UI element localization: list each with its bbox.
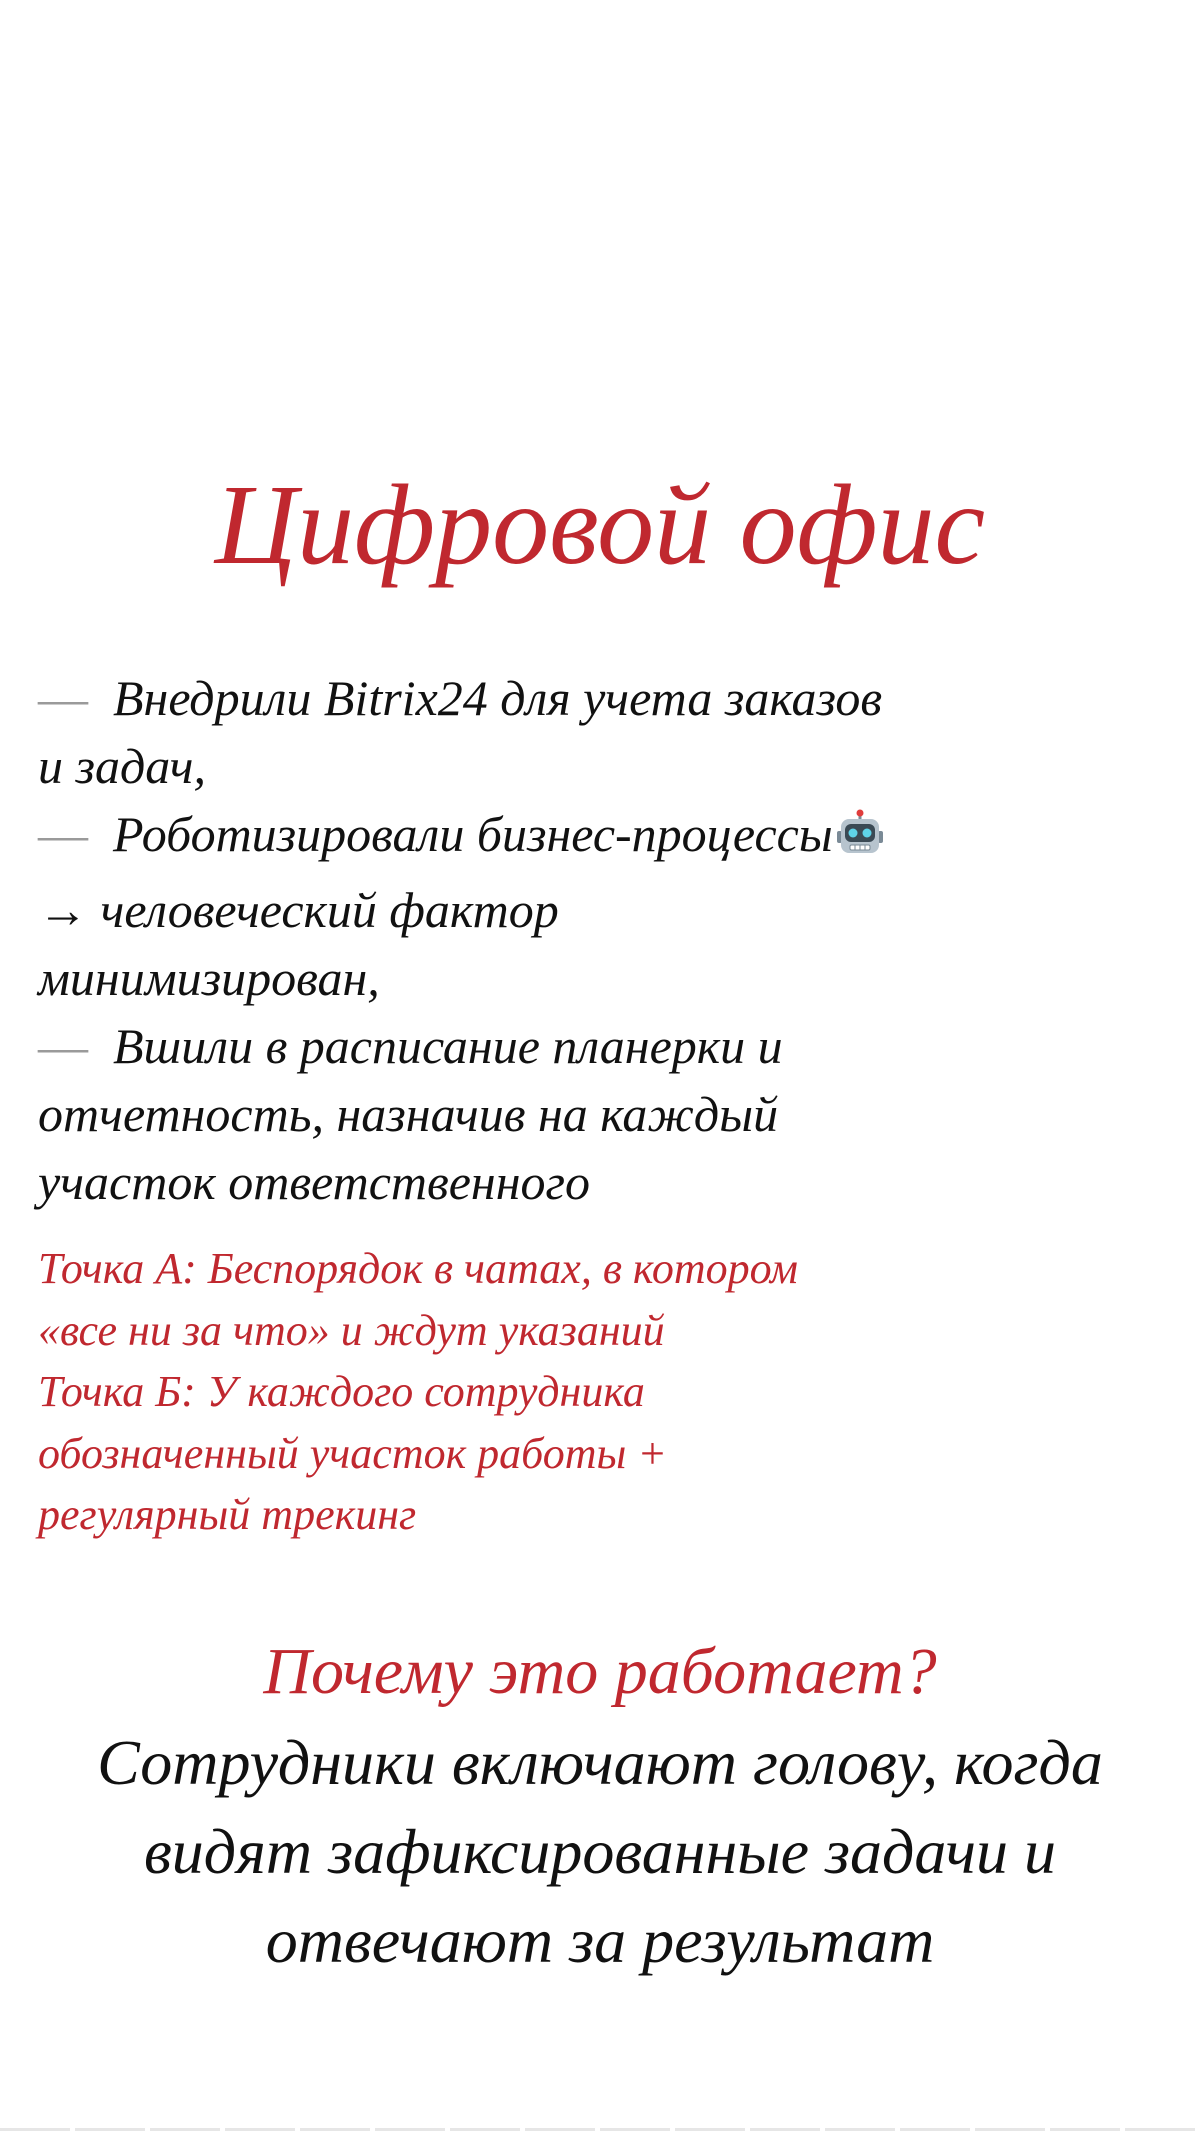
- bullet-line-2: и задач,: [38, 738, 206, 794]
- bullet-dash: —: [38, 670, 88, 726]
- bullet-line-6: [38, 1012, 1038, 1080]
- bottom-divider: [0, 2126, 1200, 2133]
- bullet-line-8: участок ответственного: [38, 1154, 591, 1210]
- bullet-text: Вшили в расписание планерки и: [113, 1018, 783, 1074]
- bullet-text: Внедрили Bitrix24 для учета заказов: [113, 670, 883, 726]
- why-line: отвечают за результат: [265, 1905, 935, 1976]
- bullet-list: [38, 664, 1038, 1216]
- why-heading: Почему это работает?: [263, 1635, 937, 1708]
- why-line: Сотрудники включают голову, когда: [97, 1727, 1103, 1798]
- robot-face-icon: [835, 808, 885, 876]
- bullet-text: Роботизировали бизнес-процессы: [113, 806, 833, 862]
- bullet-line-4: → человеческий фактор: [38, 882, 559, 938]
- bullet-dash: —: [38, 806, 88, 862]
- point-line: Точка А: Беспорядок в чатах, в котором: [38, 1244, 799, 1293]
- bullet-line-1: [38, 664, 1038, 732]
- point-line: Точка Б: У каждого сотрудника: [38, 1367, 645, 1416]
- bullet-line-5: минимизирован,: [38, 950, 380, 1006]
- bullet-line-7: отчетность, назначив на каждый: [38, 1086, 779, 1142]
- why-line: видят зафиксированные задачи и: [143, 1816, 1057, 1887]
- point-line: обозначенный участок работы +: [38, 1428, 667, 1478]
- point-line: «все ни за что» и ждут указаний: [38, 1305, 665, 1355]
- points-block: [38, 1238, 1038, 1546]
- page-title: Цифровой офис: [214, 461, 986, 588]
- bullet-line-3: [38, 800, 1038, 876]
- bullet-dash: —: [38, 1018, 88, 1074]
- point-line: регулярный трекинг: [38, 1490, 417, 1539]
- why-body: [0, 1718, 1200, 1985]
